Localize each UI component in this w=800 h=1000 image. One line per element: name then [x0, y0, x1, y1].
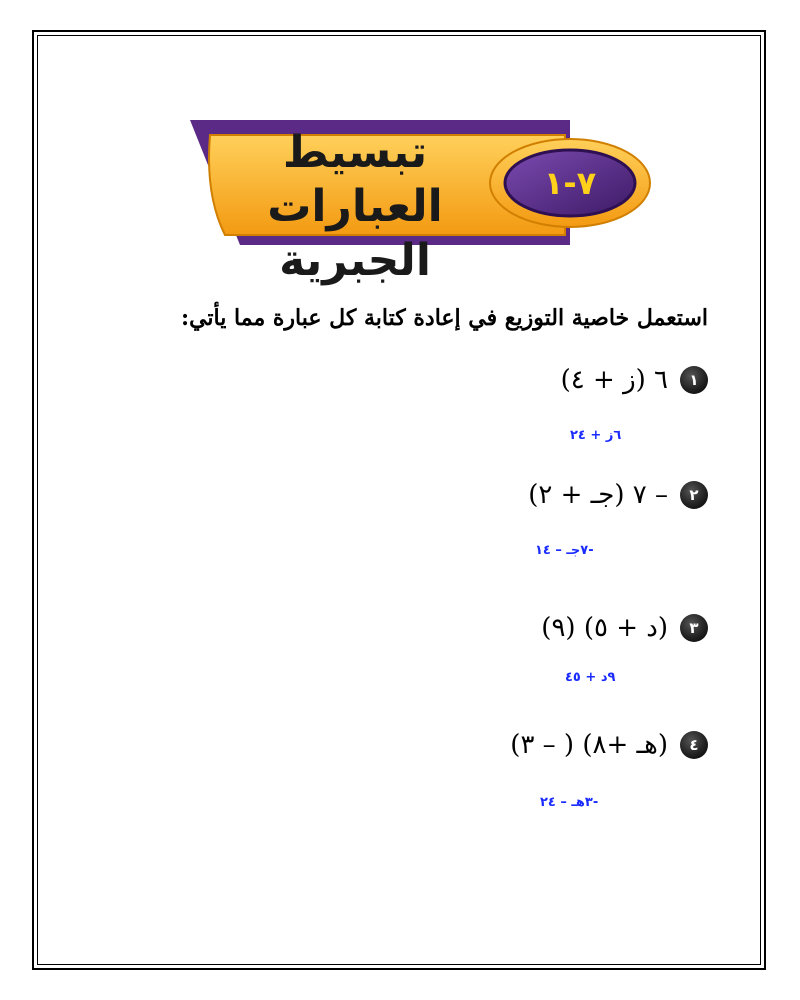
- exercise-number-badge: ١: [680, 366, 708, 394]
- lesson-title-line2: الجبرية: [279, 235, 431, 286]
- instruction-text: استعمل خاصية التوزيع في إعادة كتابة كل عبارة مما يأتي:: [180, 305, 708, 331]
- lesson-title-line1: تبسيط العبارات: [267, 127, 443, 232]
- exercise-expression: ٦ (ز + ٤): [560, 365, 668, 395]
- exercise-answer: ٦ز + ٢٤: [570, 428, 622, 443]
- lesson-title: [205, 126, 505, 288]
- exercise-answer: ٩د + ٤٥: [565, 670, 616, 685]
- exercise-expression: – ٧ (جـ + ٢): [528, 480, 668, 510]
- exercise-4: [510, 730, 708, 760]
- exercise-number-badge: ٣: [680, 614, 708, 642]
- lesson-number: ٧-١: [543, 164, 597, 202]
- exercise-answer: -٣هـ – ٢٤: [540, 795, 599, 810]
- exercise-expression: (هـ +٨) ( – ٣): [510, 730, 668, 760]
- exercise-1: [561, 365, 708, 395]
- exercise-3: [541, 613, 708, 643]
- exercise-expression: (د + ٥) (٩): [541, 613, 668, 643]
- exercise-answer: -٧جـ – ١٤: [535, 543, 594, 558]
- exercise-number-badge: ٢: [680, 481, 708, 509]
- exercise-2: [528, 480, 708, 510]
- exercise-number-badge: ٤: [680, 731, 708, 759]
